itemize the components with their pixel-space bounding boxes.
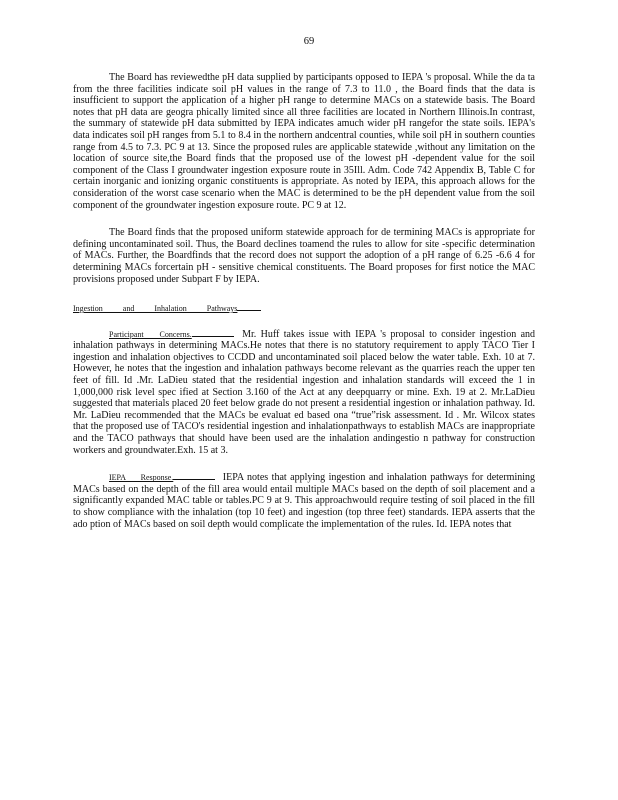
section-heading-text: Ingestion and Inhalation Pathways — [73, 304, 238, 314]
heading-underline-tail — [237, 310, 261, 311]
lead-underline-tail-2 — [173, 479, 215, 480]
participant-concerns-text: Mr. Huff takes issue with IEPA 's proposal to consider ingestion and inhalation pathways in determining MACs.He notes that there is no statutory requirement to apply TACO Tier I ingestion and inhalation objectives to CCDD and uncontaminated soil placed below the water table. Exh. 10 at 7. However, he notes that the ingestion and inhalation pathways become relevant as the quarries reach the upper ten feet of fill. Id .Mr. LaDieu stated that the residential ingestion and inhalation standards will exceed the 1 in 1,000,000 risk level spec ified at Section 3.160 of the Act at any deepquarry or mine. Exh. 19 at 2. Mr.LaDieu suggested that materials placed 20 feet below grade do not present a residential ingestion or inhalation pathway. Id. Mr. LaDieu recommended that the MACs be evaluat ed based ona “true”risk assessment. Id . Mr. Wilcox states that the proposed use of TACO's residential ingestion and inhalationpathways to establish MACs are inappropriate and the TACO pathways that should have been used are the inhalation andingestio n pathway for construction workers and groundwater.Exh. 15 at 3. — [73, 328, 536, 456]
paragraph-participant-concerns — [73, 329, 535, 457]
paragraph-ph-data-review: The Board has reviewedthe pH data supplied by participants opposed to IEPA 's proposal. While the da ta from the three facilities indicate soil pH values in the range of 7.3 to 11.0 , the Board finds that the data is insufficient to support the application of a higher pH range to determine MACs on a statewide basis. The Board notes that pH data are geogra phically limited since all three facilities are located in Northern Illinois.In contrast, the summary of statewide pH data submitted by IEPA indicates amuch wider pH rangefor the state soils. IEPA's data indicates soil pH ranges from 5.1 to 8.4 in the northern andcentral counties, while soil pH in southern counties range from 4.5 to 7.3. PC 9 at 13. Since the proposed rules are applicable statewide ,without any limitation on the location of source site,the Board finds that the proposed use of the lowest pH -dependent value for the soil component of the Class I groundwater ingestion exposure route in 35Ill. Adm. Code 742 Appendix B, Table C for certain inorganic and ionizing organic constituents is appropriate. As noted by IEPA, this approach allows for the consideration of the worst case scenario when the MAC is determined to be the pH dependent value from the soil component of the groundwater ingestion exposure route. PC 9 at 12. — [73, 72, 535, 211]
page-number: 69 — [303, 36, 315, 47]
paragraph-iepa-response — [73, 472, 535, 530]
iepa-response-lead: IEPA Response. — [109, 473, 174, 483]
participant-concerns-lead: Participant Concerns. — [109, 329, 192, 339]
lead-underline-tail — [192, 336, 234, 337]
paragraph-statewide-approach: The Board finds that the proposed uniform statewide approach for de termining MACs is appropriate for defining uncontaminated soil. Thus, the Board declines toamend the rules to allow for site -specific determination of MACs. Further, the Boardfinds that the record does not support the adoption of a pH range of 6.25 -6.6 4 for determining MACs forcertain pH - sensitive chemical constituents. The Board proposes for first notice the MAC provisions proposed under Subpart F by IEPA. — [73, 227, 535, 285]
iepa-response-text: IEPA notes that applying ingestion and inhalation pathways for determining MACs based on the depth of the fill area would entail multiple MACs based on the depth of soil placement and a significantly expanded MAC table or tables.PC 9 at 9. This approachwould require testing of soil placed in the fill to show compliance with the inhalation (top 10 feet) and ingestion (top three feet) standards. IEPA asserts that the ado ption of MACs based on soil depth would complicate the implementation of the rules. Id. IEPA notes that — [73, 472, 536, 530]
section-heading — [73, 303, 535, 315]
document-body — [73, 72, 535, 530]
